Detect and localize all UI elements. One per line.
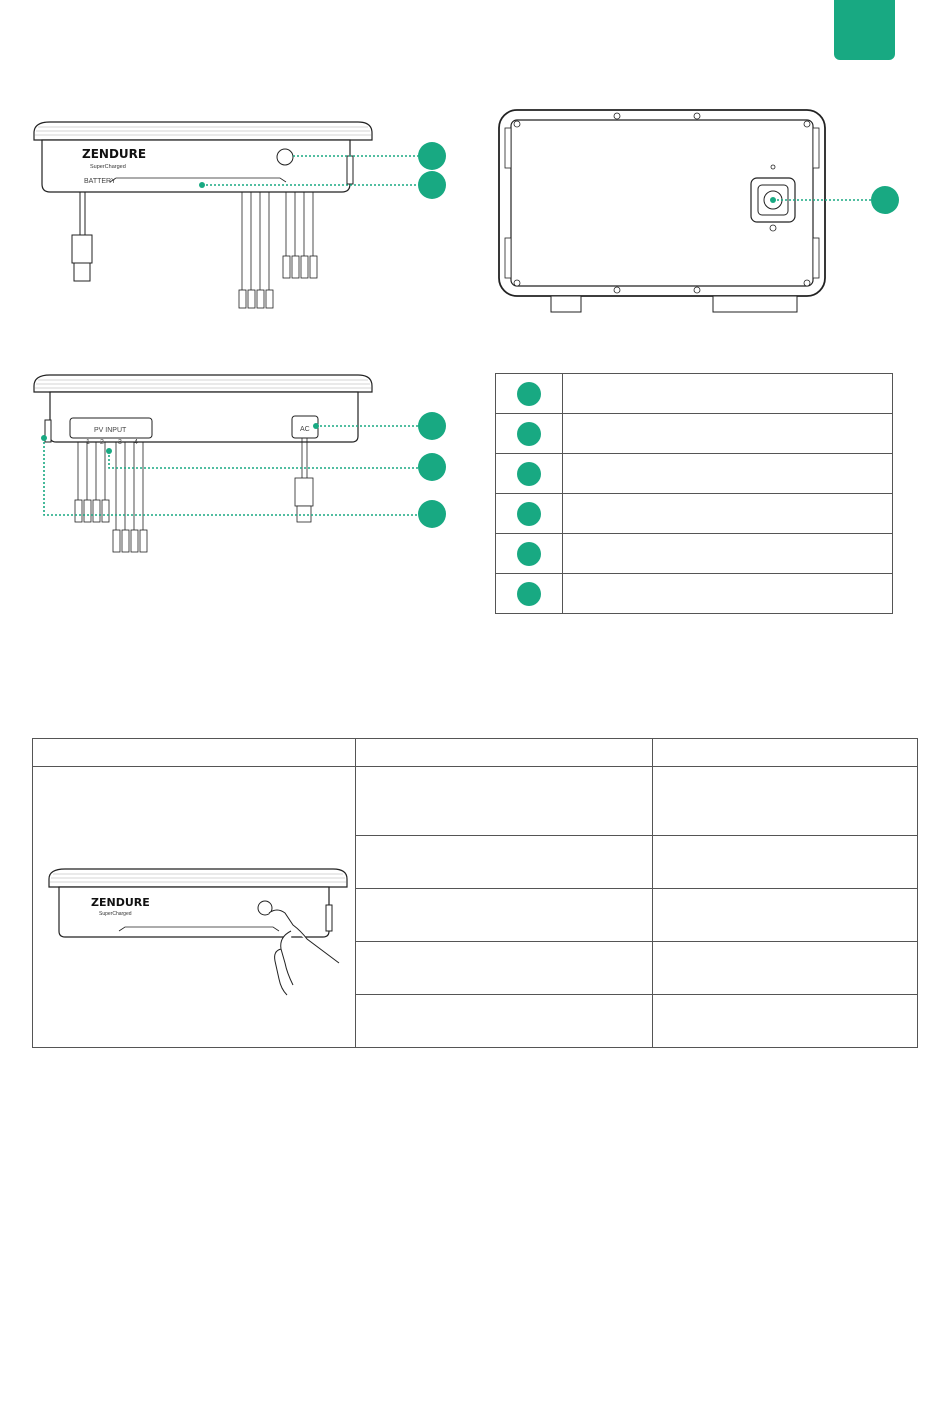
pv-port-1: 1 [86,439,90,446]
bottom-view-figure [495,108,915,328]
table-cell [356,995,653,1048]
pv-port-4: 4 [134,439,138,446]
callout-dot-3 [517,462,541,486]
brand-logo: ZENDURE [82,147,147,161]
section-tab-marker [834,0,895,60]
callout-dot-1 [517,382,541,406]
table-cell [356,836,653,889]
legend-row [496,534,893,574]
table-cell [653,767,918,836]
table-cell [356,889,653,942]
callout-dot-2 [517,422,541,446]
table-cell [356,942,653,995]
legend-row [496,454,893,494]
subbrand-text: SuperCharged [99,911,132,917]
header-cell [33,739,356,767]
ac-label: AC [300,426,310,433]
table-cell [653,942,918,995]
callout-5 [418,453,446,481]
table-cell [356,767,653,836]
table-cell [653,836,918,889]
legend-row [496,494,893,534]
battery-label: BATTERY [84,178,116,185]
table-row [33,767,918,836]
header-cell [653,739,918,767]
power-button-icon [277,149,293,165]
callout-2 [418,171,446,199]
callout-dot-5 [517,542,541,566]
callout-6 [418,500,446,528]
pv-port-3: 3 [118,439,122,446]
callout-3 [871,186,899,214]
pv-port-2: 2 [100,439,104,446]
legend-row [496,414,893,454]
button-operation-table [32,738,918,1048]
illustration-cell [33,767,356,1048]
pv-input-label: PV INPUT [94,427,127,434]
callout-1 [418,142,446,170]
subbrand-text: SuperCharged [90,164,126,170]
callout-dot-4 [517,502,541,526]
header-cell [356,739,653,767]
legend-row [496,374,893,414]
callout-legend-table [495,373,893,614]
device-press-illustration [43,855,363,1055]
rear-view-figure [20,370,480,570]
callout-dot-6 [517,582,541,606]
brand-logo: ZENDURE [91,896,150,909]
table-cell [653,995,918,1048]
table-cell [653,889,918,942]
callout-4 [418,412,446,440]
legend-row [496,574,893,614]
table-header-row [33,739,918,767]
front-view-figure [20,110,480,330]
